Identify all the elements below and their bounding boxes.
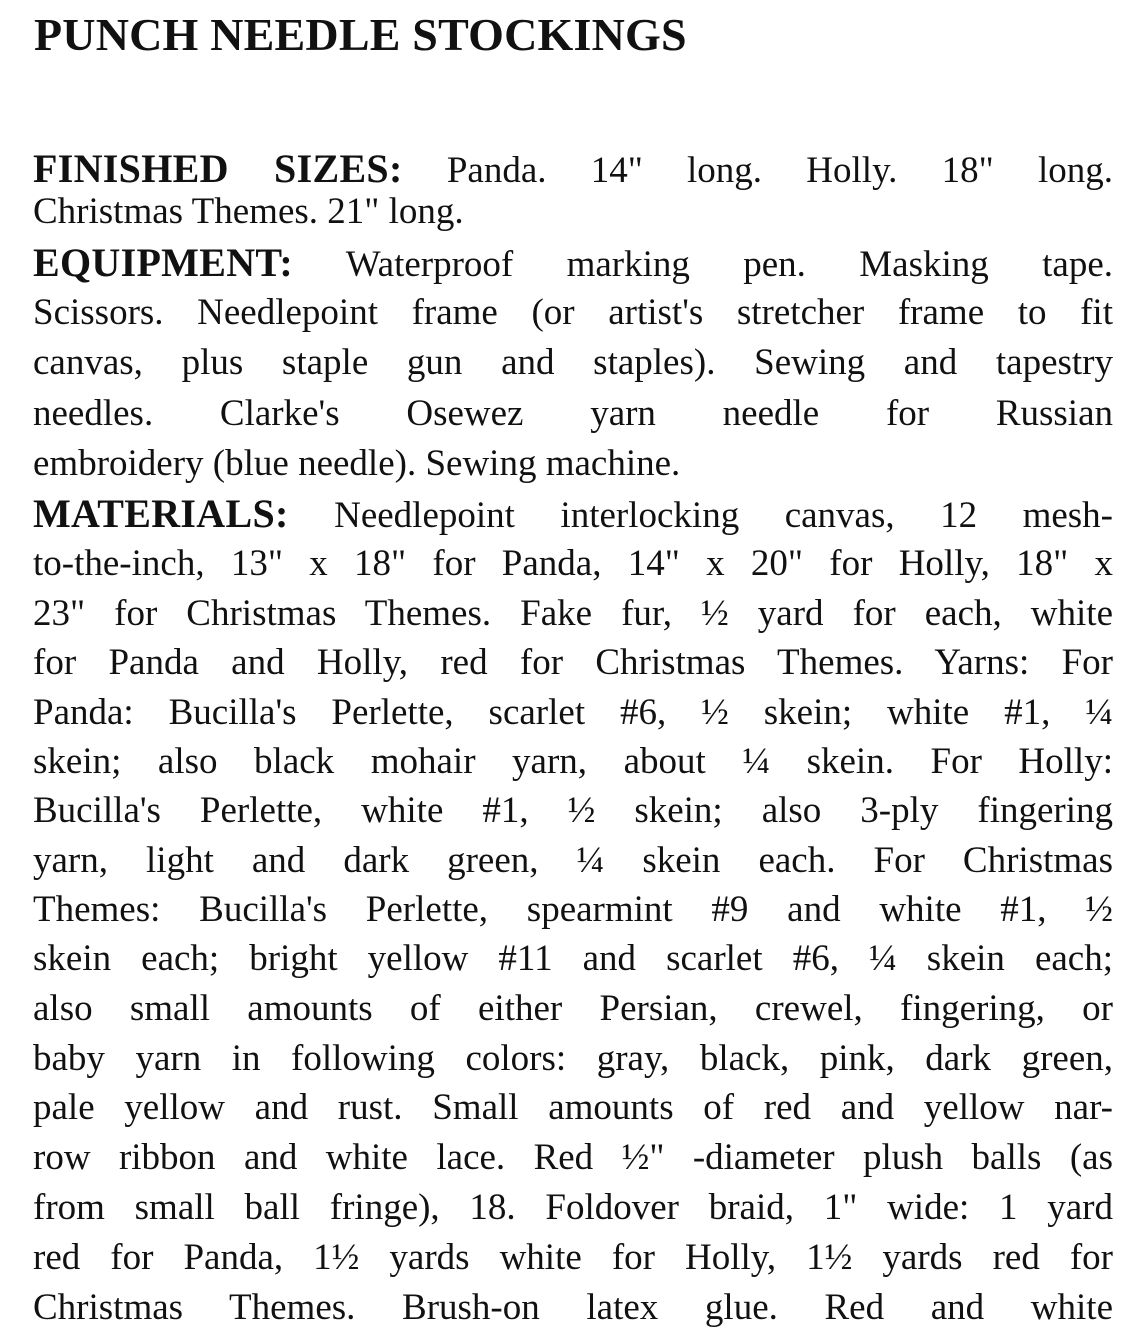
text-line <box>33 589 1113 639</box>
section-heading-materials: MATERIALS: <box>33 491 289 536</box>
text-line <box>33 1233 1113 1283</box>
line-text: yarn, light and dark green, ¼ skein each. For Christmas <box>33 840 1113 881</box>
text-line <box>33 338 1113 388</box>
line-text: 23" for Christmas Themes. Fake fur, ½ yard for each, white <box>33 593 1113 634</box>
line-text: canvas, plus staple gun and staples). Sewing and tapestry <box>33 342 1113 383</box>
line-text: Waterproof marking pen. Masking tape. <box>293 244 1113 285</box>
line-text: red for Panda, 1½ yards white for Holly, 1½ yards red for <box>33 1237 1113 1278</box>
line-text: skein each; bright yellow #11 and scarlet #6, ¼ skein each; <box>33 938 1113 979</box>
text-line <box>33 688 1113 738</box>
line-text: from small ball fringe), 18. Foldover braid, 1" wide: 1 yard <box>33 1187 1113 1228</box>
line-text: Bucilla's Perlette, white #1, ½ skein; also 3-ply fingering <box>33 790 1113 831</box>
text-line <box>33 539 1113 589</box>
text-line <box>33 1283 1113 1333</box>
line-text: pale yellow and rust. Small amounts of red and yellow nar- <box>33 1087 1113 1128</box>
text-line <box>33 1083 1113 1133</box>
text-line <box>33 187 1113 237</box>
line-text: to-the-inch, 13" x 18" for Panda, 14" x 20" for Holly, 18" x <box>33 543 1113 584</box>
line-text: for Panda and Holly, red for Christmas Themes. Yarns: For <box>33 642 1113 683</box>
text-line <box>33 786 1113 836</box>
text-line <box>33 1034 1113 1084</box>
text-line <box>33 489 1113 539</box>
line-text: skein; also black mohair yarn, about ¼ skein. For Holly: <box>33 741 1113 782</box>
line-text: Themes: Bucilla's Perlette, spearmint #9 and white #1, ½ <box>33 889 1113 930</box>
section-heading-finished-sizes: FINISHED SIZES: <box>33 146 403 191</box>
text-line <box>33 885 1113 935</box>
line-text: Christmas Themes. Brush-on latex glue. Red and white <box>33 1287 1113 1328</box>
line-text: embroidery (blue needle). Sewing machine. <box>33 443 681 484</box>
text-line <box>33 638 1113 688</box>
line-text: also small amounts of either Persian, crewel, fingering, or <box>33 988 1113 1029</box>
line-text: Panda: Bucilla's Perlette, scarlet #6, ½ skein; white #1, ¼ <box>33 692 1113 733</box>
line-text: row ribbon and white lace. Red ½" -diameter plush balls (as <box>33 1137 1113 1178</box>
line-text: baby yarn in following colors: gray, black, pink, dark green, <box>33 1038 1113 1079</box>
text-line <box>33 288 1113 338</box>
text-line <box>33 1133 1113 1183</box>
text-line <box>33 836 1113 886</box>
text-line <box>33 934 1113 984</box>
text-line <box>33 439 1113 489</box>
section-heading-equipment: EQUIPMENT: <box>33 240 294 285</box>
line-text: Scissors. Needlepoint frame (or artist's stretcher frame to fit <box>33 292 1113 333</box>
text-line <box>33 1183 1113 1233</box>
line-text: Panda. 14" long. Holly. 18" long. <box>402 150 1113 191</box>
text-line <box>33 984 1113 1034</box>
line-text: Christmas Themes. 21" long. <box>33 191 464 232</box>
line-text: Needlepoint interlocking canvas, 12 mesh- <box>288 495 1113 536</box>
text-line <box>33 737 1113 787</box>
text-line <box>33 389 1113 439</box>
text-line <box>33 238 1113 288</box>
line-text: needles. Clarke's Osewez yarn needle for Russian <box>33 393 1113 434</box>
document-title: PUNCH NEEDLE STOCKINGS <box>34 9 687 60</box>
